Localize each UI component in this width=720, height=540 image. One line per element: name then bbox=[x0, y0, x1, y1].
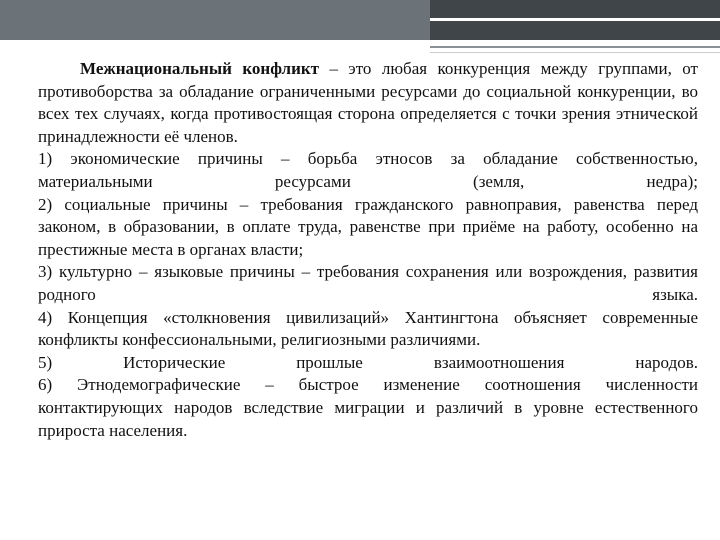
cause-item: 2) социальные причины – требования гражданского равноправия, равенства перед законом, в образовании, в оплате труда, равенстве при приёме на работу, особенно на престижные места в органах власти; bbox=[38, 194, 698, 259]
cause-item: 5) Исторические прошлые взаимоотношения народов. bbox=[38, 352, 698, 372]
header-divider-line bbox=[430, 46, 720, 48]
header-divider-line-thin bbox=[430, 52, 720, 53]
definition-text: – это любая конкуренция между группами, от противоборства за обладание ограниченными ресурсами до социальной конкуренции, во всех тех случаях, когда противостоящая сторона определяется с точки зрения этнической принадлежности её членов. bbox=[38, 59, 698, 146]
cause-item: 3) культурно – языковые причины – требования сохранения или возрождения, развития родного языка. bbox=[38, 262, 698, 304]
definition-term: Межнациональный конфликт bbox=[80, 59, 320, 78]
slide-body bbox=[38, 58, 698, 442]
cause-item: 6) Этнодемографические – быстрое изменение соотношения численности контактирующих народов вследствие миграции и различий в уровне естественного прироста населения. bbox=[38, 375, 698, 440]
definition-paragraph bbox=[38, 58, 698, 148]
cause-item: 4) Концепция «столкновения цивилизаций» Хантингтона объясняет современные конфликты конфессиональными, религиозными различиями. bbox=[38, 307, 698, 350]
cause-item: 1) экономические причины – борьба этносов за обладание собственностью, материальными ресурсами (земля, недра); bbox=[38, 149, 698, 191]
header-rule bbox=[430, 0, 720, 21]
